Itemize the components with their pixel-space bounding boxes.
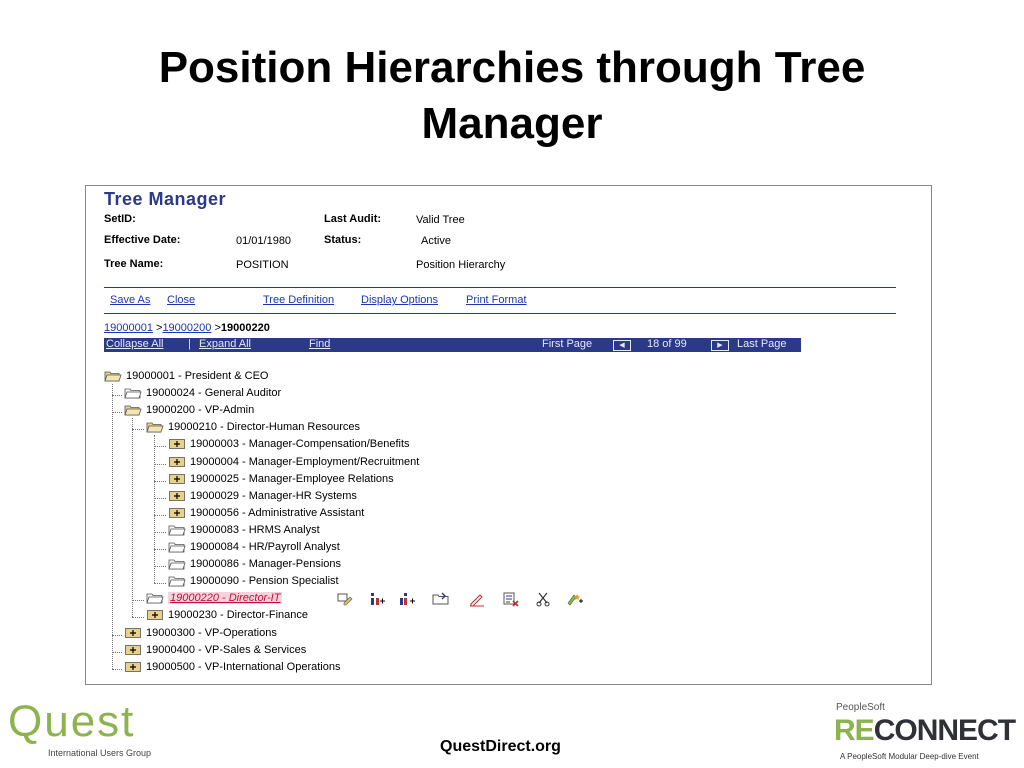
breadcrumb-separator: > [211, 322, 221, 334]
tree-node[interactable] [146, 609, 308, 625]
folder-closed-icon[interactable] [146, 592, 164, 604]
tree-name-value: POSITION [236, 259, 289, 271]
tree-node-label[interactable]: 19000400 - VP-Sales & Services [146, 644, 307, 657]
status-label: Status: [324, 234, 362, 246]
tree-connector [154, 498, 166, 499]
edit-node-icon[interactable] [336, 591, 354, 607]
page-count: 18 of 99 [647, 338, 687, 350]
tree-connector [132, 418, 133, 617]
close-link[interactable]: Close [167, 294, 196, 306]
tree-node-label[interactable]: 19000300 - VP-Operations [146, 627, 277, 640]
last-audit-label: Last Audit: [324, 213, 382, 225]
tree-node[interactable] [146, 421, 360, 437]
tree-node-label[interactable]: 19000001 - President & CEO [126, 370, 269, 383]
tree-connector [112, 412, 122, 413]
footer-url: QuestDirect.org [440, 738, 561, 755]
tree-name-label: Tree Name: [104, 258, 164, 270]
effective-date-label: Effective Date: [104, 234, 181, 246]
reconnect-brand: PeopleSoft [836, 702, 885, 713]
tree-node-label[interactable]: 19000230 - Director-Finance [168, 609, 309, 622]
reconnect-rest: CONNECT [873, 714, 1016, 747]
insert-child-icon[interactable] [398, 591, 416, 607]
reconnect-wordmark [834, 714, 1015, 748]
tree-node[interactable] [124, 661, 340, 677]
tree-connector [112, 635, 122, 636]
effective-date-value: 01/01/1980 [236, 235, 292, 247]
breadcrumb-item-19000001[interactable]: 19000001 [104, 322, 153, 334]
navbar-separator: | [188, 338, 191, 350]
expand-plus-icon[interactable] [168, 456, 186, 468]
tree-connector [112, 652, 122, 653]
tree-manager-screenshot [85, 185, 932, 685]
tree-node[interactable] [168, 575, 339, 591]
tree-node-label[interactable]: 19000025 - Manager-Employee Relations [190, 473, 394, 486]
tree-connector [154, 481, 166, 482]
tree-connector [154, 464, 166, 465]
display-options-link[interactable]: Display Options [361, 294, 439, 306]
folder-closed-icon[interactable] [168, 541, 186, 553]
tree-connector [132, 429, 144, 430]
folder-open-icon[interactable] [146, 421, 164, 433]
expand-plus-icon[interactable] [146, 609, 164, 621]
cut-icon[interactable] [534, 591, 552, 607]
expand-plus-icon[interactable] [124, 644, 142, 656]
folder-open-icon[interactable] [124, 404, 142, 416]
expand-plus-icon[interactable] [168, 490, 186, 502]
reconnect-tagline: A PeopleSoft Modular Deep-dive Event [840, 752, 979, 761]
last-audit-value: Valid Tree [416, 214, 465, 226]
folder-closed-icon[interactable] [124, 387, 142, 399]
tree-connector [112, 395, 122, 396]
paste-icon[interactable] [566, 591, 584, 607]
tree-node-label[interactable]: 19000090 - Pension Specialist [190, 575, 339, 588]
tree-node-label[interactable]: 19000084 - HR/Payroll Analyst [190, 541, 340, 554]
print-format-link[interactable]: Print Format [466, 294, 527, 306]
next-page-icon[interactable]: ▶ [711, 340, 729, 351]
reconnect-re: RE [834, 714, 874, 747]
tree-node[interactable] [124, 387, 281, 403]
tree-node-label[interactable]: 19000024 - General Auditor [146, 387, 282, 400]
breadcrumb-separator: > [152, 322, 163, 334]
find-link[interactable]: Find [309, 338, 331, 350]
tree-connector [112, 669, 122, 670]
tree-connector [154, 532, 166, 533]
tree-node[interactable] [168, 507, 364, 523]
insert-sibling-icon[interactable] [368, 591, 386, 607]
breadcrumb-current: 19000220 [220, 322, 270, 334]
slide-title [60, 40, 964, 152]
quest-logo [8, 698, 168, 762]
tree-node-label[interactable]: 19000200 - VP-Admin [146, 404, 255, 417]
tree-node[interactable] [168, 438, 410, 454]
previous-page-icon[interactable]: ◀ [613, 340, 631, 351]
tree-node[interactable] [124, 627, 277, 643]
save-as-link[interactable]: Save As [110, 294, 151, 306]
breadcrumb-item-19000200[interactable]: 19000200 [162, 322, 212, 334]
quest-logo-subtitle: International Users Group [48, 748, 152, 758]
tree-connector [154, 566, 166, 567]
tree-connector [154, 549, 166, 550]
tree-node-label[interactable]: 19000086 - Manager-Pensions [190, 558, 342, 571]
expand-plus-icon[interactable] [124, 661, 142, 673]
tree-node[interactable] [124, 404, 254, 420]
expand-all-link[interactable]: Expand All [199, 338, 251, 350]
collapse-all-link[interactable]: Collapse All [106, 338, 164, 350]
quest-logo-word: Quest [8, 697, 136, 746]
tree-node-label[interactable]: 19000003 - Manager-Compensation/Benefits [190, 438, 410, 451]
reconnect-logo [832, 700, 1022, 766]
expand-plus-icon[interactable] [124, 627, 142, 639]
tree-connector [132, 600, 144, 601]
slide-title-line1: Position Hierarchies through Tree [158, 43, 866, 92]
tree-connector [112, 384, 113, 669]
expand-plus-icon[interactable] [168, 473, 186, 485]
tree-node-label[interactable]: 19000029 - Manager-HR Systems [190, 490, 357, 503]
setid-label: SetID: [104, 213, 136, 225]
tree-node[interactable] [168, 490, 357, 506]
position-tree [86, 186, 931, 684]
insert-detail-icon[interactable] [432, 591, 450, 607]
tree-connector [154, 515, 166, 516]
tree-node[interactable] [104, 370, 268, 386]
tree-connector [154, 435, 155, 583]
tree-node[interactable] [146, 592, 282, 608]
tree-node-label[interactable]: 19000210 - Director-Human Resources [168, 421, 360, 434]
tree-node[interactable] [168, 524, 320, 540]
tree-node[interactable] [168, 541, 340, 557]
tree-node[interactable] [168, 558, 341, 574]
tree-node-label-selected[interactable]: 19000220 - Director-IT [170, 592, 281, 605]
tree-node-label[interactable]: 19000056 - Administrative Assistant [190, 507, 365, 520]
folder-closed-icon[interactable] [168, 558, 186, 570]
page-title: Tree Manager [104, 189, 227, 209]
tree-node-label[interactable]: 19000083 - HRMS Analyst [190, 524, 320, 537]
status-value: Active [421, 235, 451, 247]
folder-closed-icon[interactable] [168, 524, 186, 536]
slide-title-line2: Manager [421, 99, 603, 148]
expand-plus-icon[interactable] [168, 507, 186, 519]
delete-node-icon[interactable] [502, 591, 520, 607]
tree-description: Position Hierarchy [416, 259, 506, 271]
tree-node[interactable] [124, 644, 306, 660]
folder-open-icon[interactable] [104, 370, 122, 382]
folder-closed-icon[interactable] [168, 575, 186, 587]
tree-node-label[interactable]: 19000004 - Manager-Employment/Recruitment [190, 456, 420, 469]
first-page-label: First Page [542, 338, 593, 350]
tree-connector [132, 617, 144, 618]
tree-connector [154, 583, 166, 584]
tree-node-label[interactable]: 19000500 - VP-International Operations [146, 661, 341, 674]
tree-node[interactable] [168, 456, 419, 472]
last-page-label: Last Page [737, 338, 787, 350]
expand-plus-icon[interactable] [168, 438, 186, 450]
tree-connector [154, 446, 166, 447]
tree-definition-link[interactable]: Tree Definition [263, 294, 335, 306]
rename-node-icon[interactable] [468, 591, 486, 607]
tree-node[interactable] [168, 473, 394, 489]
